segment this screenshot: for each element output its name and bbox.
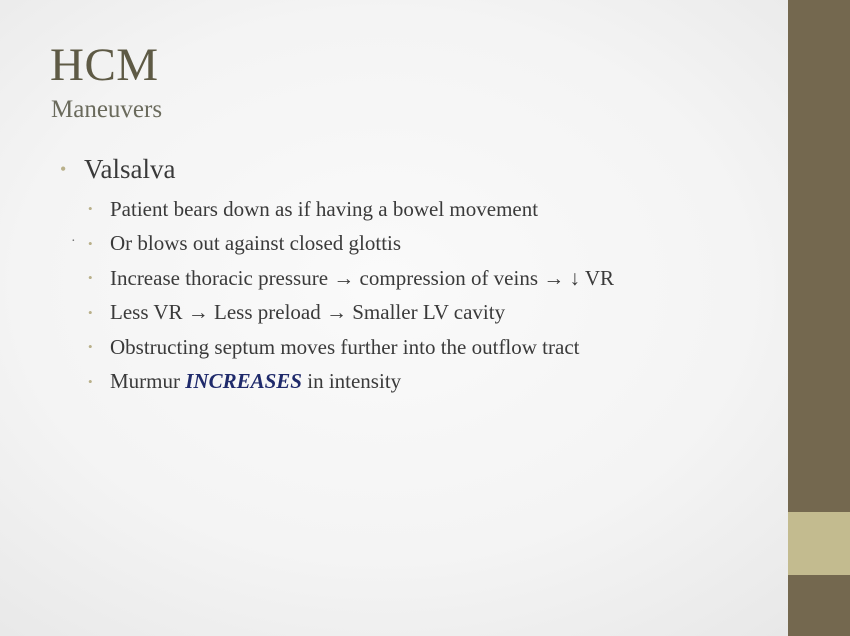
list-item — [88, 296, 614, 331]
list-item — [88, 261, 614, 296]
murmur-text-after: in intensity — [301, 369, 402, 394]
bullet-icon: • — [88, 339, 93, 355]
bullet-icon: • — [88, 304, 93, 320]
sub-bullet-text: Obstructing septum moves further into the outflow tract — [110, 334, 580, 359]
bullet-icon: • — [88, 201, 93, 217]
list-item — [88, 227, 614, 262]
main-bullet — [60, 154, 175, 185]
slide-subtitle: Maneuvers — [51, 96, 163, 123]
stray-dot-mark: · — [71, 234, 76, 249]
increases-emphasis: INCREASES — [185, 369, 302, 394]
slide-title: HCM — [50, 39, 159, 91]
main-bullet-text: Valsalva — [84, 154, 176, 184]
list-item — [88, 192, 614, 227]
bullet-icon: • — [88, 270, 93, 286]
bullet-icon: • — [88, 373, 93, 389]
bullet-icon: • — [60, 159, 67, 179]
side-decoration-accent — [788, 512, 850, 575]
sub-bullet-text: Patient bears down as if having a bowel movement — [110, 196, 539, 221]
murmur-text-before: Murmur — [110, 369, 186, 394]
list-item — [88, 365, 614, 400]
sub-bullet-list — [88, 192, 614, 399]
bullet-icon: • — [88, 235, 93, 251]
sub-bullet-text: Or blows out against closed glottis — [110, 231, 402, 256]
sub-bullet-text: Less VR → Less preload → Smaller LV cavity — [110, 300, 506, 325]
list-item — [88, 330, 614, 365]
sub-bullet-text: Increase thoracic pressure → compression of veins → ↓ VR — [110, 265, 615, 290]
